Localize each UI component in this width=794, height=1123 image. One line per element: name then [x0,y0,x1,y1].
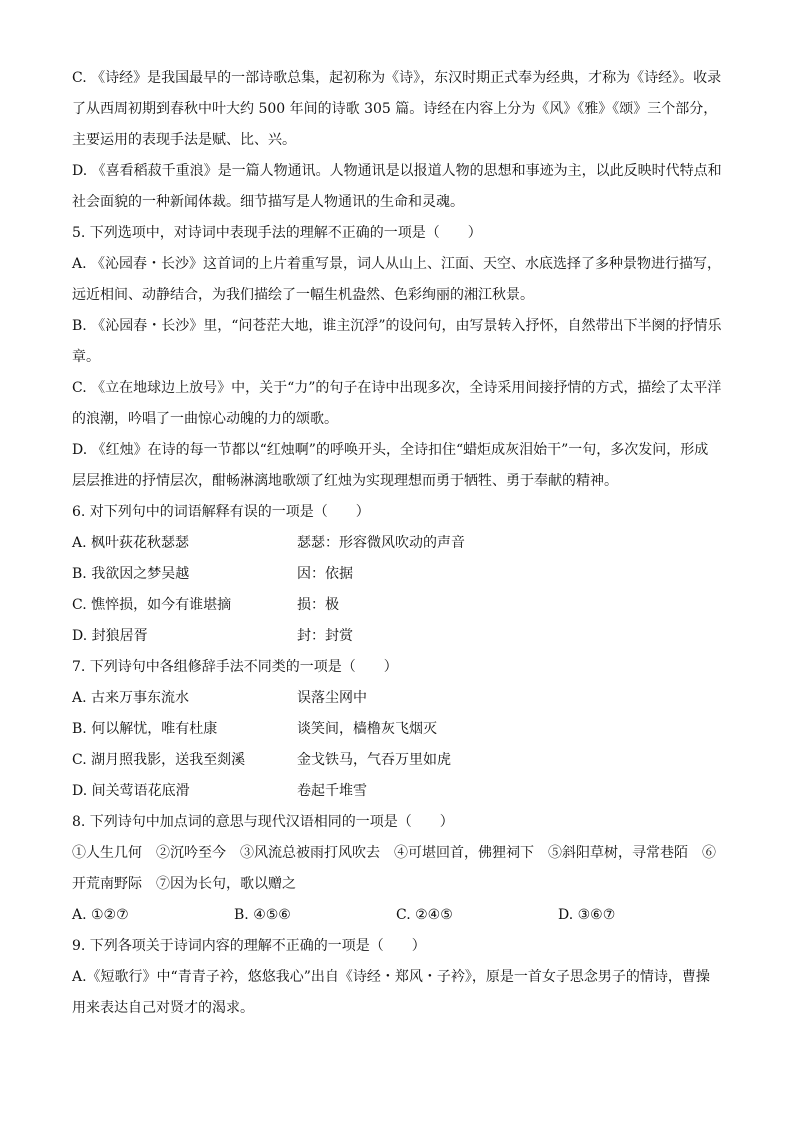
option-text: C. 憔悴损，如今有谁堪摘 [72,597,232,613]
q7-stem: 7. 下列诗句中各组修辞手法不同类的一项是（ ） [72,659,398,675]
option-explanation: 损：极 [297,597,339,613]
q4-option-d: D. 《喜看稻菽千重浪》是一篇人物通讯。人物通讯是以报道人物的思想和事迹为主，以此反映时代特点和社会面貌的一种新闻体裁。细节描写是人物通讯的生命和灵魂。 [72,163,722,210]
q8-items: ①人生几何 ②沉吟至今 ③风流总被雨打风吹去 ④可堪回首，佛狸祠下 ⑤斜阳草树，寻常巷陌 ⑥开荒南野际 ⑦因为长句，歌以赠之 [72,845,716,892]
q6-option-d [72,621,722,652]
q8-option-b: B. ④⑤⑥ [234,907,291,923]
document-page [72,63,722,1024]
q8-options [72,900,722,931]
option-pair: 金戈铁马，气吞万里如虎 [297,752,451,768]
option-pair: 误落尘网中 [297,690,367,706]
option-text: A. 古来万事东流水 [72,690,190,706]
q4-option-c: C. 《诗经》是我国最早的一部诗歌总集，起初称为《诗》，东汉时期正式奉为经典，才称为《诗经》。收录了从西周初期到春秋中叶大约 500 年间的诗歌 305 篇。诗经在内容上分为《风》《雅》《颂》三个部分，主要运用的表现手法是赋、比、兴。 [72,70,722,148]
q8-option-a: A. ①②⑦ [72,907,129,923]
q5-option-a: A. 《沁园春・长沙》这首词的上片着重写景，词人从山上、江面、天空、水底选择了多种景物进行描写，远近相间、动静结合，为我们描绘了一幅生机盎然、色彩绚丽的湘江秋景。 [72,256,722,303]
q9-option-a: A.《短歌行》中“青青子衿，悠悠我心”出自《诗经・郑风・子衿》，原是一首女子思念男子的情诗，曹操用来表达自己对贤才的渴求。 [72,969,710,1016]
option-text: B. 何以解忧，唯有杜康 [72,721,218,737]
q8-stem: 8. 下列诗句中加点词的意思与现代汉语相同的一项是（ ） [72,814,454,830]
q6-option-c [72,590,722,621]
q6-stem: 6. 对下列句中的词语解释有误的一项是（ ） [72,504,370,520]
option-text: D. 封狼居胥 [72,628,148,644]
option-explanation: 瑟瑟：形容微风吹动的声音 [297,535,465,551]
q6-option-b [72,559,722,590]
q8-option-d: D. ③⑥⑦ [558,907,616,923]
q6-option-a [72,528,722,559]
option-text: A. 枫叶荻花秋瑟瑟 [72,535,190,551]
q7-option-d [72,776,722,807]
q5-option-d: D. 《红烛》在诗的每一节都以“红烛啊”的呼唤开头，全诗扣住“蜡炬成灰泪始干”一句，多次发问，形成层层推进的抒情层次，酣畅淋漓地歌颂了红烛为实现理想而勇于牺牲、勇于奉献的精神。 [72,442,709,489]
option-explanation: 封：封赏 [297,628,353,644]
option-text: B. 我欲因之梦吴越 [72,566,190,582]
q7-option-c [72,745,722,776]
option-text: D. 间关莺语花底滑 [72,783,190,799]
q8-option-c: C. ②④⑤ [396,907,453,923]
option-explanation: 因：依据 [297,566,353,582]
option-pair: 卷起千堆雪 [297,783,367,799]
option-text: C. 湖月照我影，送我至剡溪 [72,752,246,768]
q5-stem: 5. 下列选项中，对诗词中表现手法的理解不正确的一项是（ ） [72,225,482,241]
option-pair: 谈笑间，樯橹灰飞烟灭 [297,721,437,737]
q5-option-c: C. 《立在地球边上放号》中，关于“力”的句子在诗中出现多次，全诗采用间接抒情的方式，描绘了太平洋的浪潮，吟唱了一曲惊心动魄的力的颂歌。 [72,380,722,427]
q5-option-b: B. 《沁园春・长沙》里，“问苍茫大地，谁主沉浮”的设问句，由写景转入抒怀，自然带出下半阕的抒情乐章。 [72,318,722,365]
q9-stem: 9. 下列各项关于诗词内容的理解不正确的一项是（ ） [72,938,426,954]
q7-option-b [72,714,722,745]
q7-option-a [72,683,722,714]
